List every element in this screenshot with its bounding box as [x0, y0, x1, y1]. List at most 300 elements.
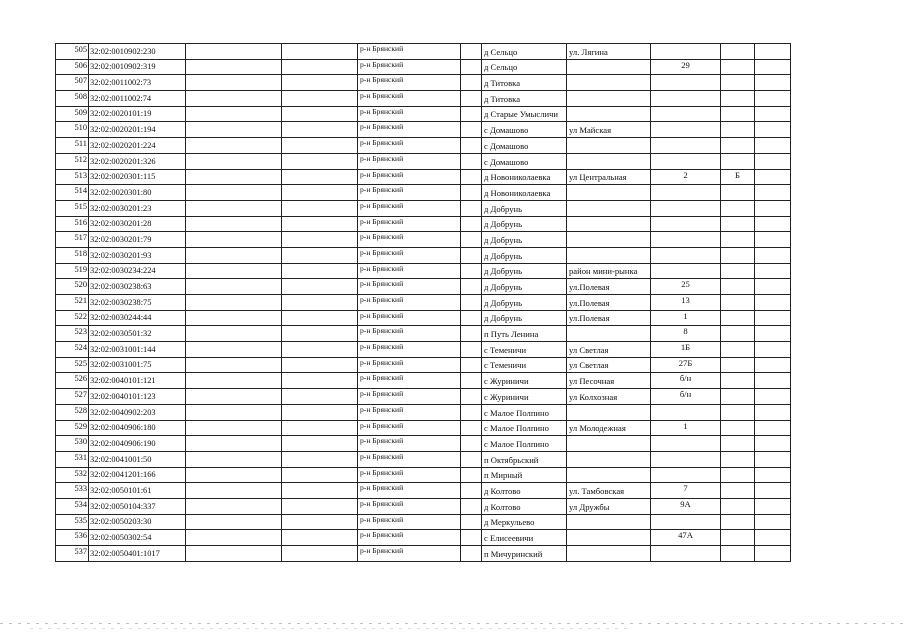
building-cell [721, 514, 755, 530]
house-cell: 8 [651, 326, 721, 342]
row-number: 529 [56, 420, 89, 436]
row-number: 530 [56, 436, 89, 452]
empty-cell [282, 169, 358, 185]
building-cell: Б [721, 169, 755, 185]
row-number: 508 [56, 91, 89, 107]
locality-cell: д Меркульево [482, 514, 567, 530]
street-cell: ул. Тамбовская [567, 483, 651, 499]
street-cell [567, 530, 651, 546]
empty-cell [755, 404, 791, 420]
building-cell [721, 436, 755, 452]
house-cell: 1Б [651, 342, 721, 358]
building-cell [721, 373, 755, 389]
row-number: 523 [56, 326, 89, 342]
building-cell [721, 263, 755, 279]
cadastral-number: 32:02:0040902:203 [89, 404, 186, 420]
empty-cell [282, 326, 358, 342]
street-cell [567, 326, 651, 342]
locality-cell: с Теменичи [482, 357, 567, 373]
cadastral-number: 32:02:0011002:74 [89, 91, 186, 107]
district-cell: р-н Брянский [358, 263, 461, 279]
empty-cell [755, 91, 791, 107]
table-row [56, 514, 791, 530]
building-cell [721, 59, 755, 75]
empty-cell [186, 91, 282, 107]
house-cell [651, 106, 721, 122]
locality-cell: п Мирный [482, 467, 567, 483]
empty-cell [755, 310, 791, 326]
row-number: 507 [56, 75, 89, 91]
locality-cell: п Октябрьский [482, 451, 567, 467]
empty-cell [461, 451, 482, 467]
street-cell: ул Светлая [567, 342, 651, 358]
building-cell [721, 44, 755, 60]
table-row [56, 122, 791, 138]
building-cell [721, 153, 755, 169]
street-cell: ул Песочная [567, 373, 651, 389]
cadastral-number: 32:02:0040101:121 [89, 373, 186, 389]
building-cell [721, 122, 755, 138]
street-cell [567, 91, 651, 107]
empty-cell [461, 436, 482, 452]
empty-cell [461, 467, 482, 483]
empty-cell [755, 59, 791, 75]
locality-cell: д Новониколаевка [482, 185, 567, 201]
locality-cell: д Титовка [482, 75, 567, 91]
empty-cell [282, 232, 358, 248]
building-cell [721, 342, 755, 358]
house-cell [651, 546, 721, 562]
street-cell [567, 216, 651, 232]
table-row [56, 436, 791, 452]
row-number: 531 [56, 451, 89, 467]
table-row [56, 279, 791, 295]
building-cell [721, 546, 755, 562]
empty-cell [755, 530, 791, 546]
row-number: 512 [56, 153, 89, 169]
building-cell [721, 75, 755, 91]
empty-cell [186, 326, 282, 342]
house-cell [651, 185, 721, 201]
table-row [56, 200, 791, 216]
building-cell [721, 467, 755, 483]
empty-cell [755, 546, 791, 562]
cadastral-number: 32:02:0030238:63 [89, 279, 186, 295]
row-number: 524 [56, 342, 89, 358]
locality-cell: с Елисеевичи [482, 530, 567, 546]
empty-cell [461, 389, 482, 405]
table-row [56, 389, 791, 405]
empty-cell [755, 498, 791, 514]
empty-cell [186, 216, 282, 232]
empty-cell [282, 467, 358, 483]
table-row [56, 263, 791, 279]
empty-cell [282, 451, 358, 467]
house-cell [651, 216, 721, 232]
street-cell [567, 75, 651, 91]
empty-cell [282, 138, 358, 154]
cadastral-number: 32:02:0010902:319 [89, 59, 186, 75]
empty-cell [282, 420, 358, 436]
empty-cell [186, 389, 282, 405]
table-row [56, 310, 791, 326]
empty-cell [186, 200, 282, 216]
empty-cell [186, 44, 282, 60]
empty-cell [755, 263, 791, 279]
locality-cell: с Малое Полпино [482, 420, 567, 436]
row-number: 511 [56, 138, 89, 154]
district-cell: р-н Брянский [358, 106, 461, 122]
empty-cell [282, 216, 358, 232]
row-number: 505 [56, 44, 89, 60]
street-cell [567, 200, 651, 216]
district-cell: р-н Брянский [358, 546, 461, 562]
table-row [56, 153, 791, 169]
empty-cell [282, 310, 358, 326]
district-cell: р-н Брянский [358, 75, 461, 91]
row-number: 513 [56, 169, 89, 185]
empty-cell [186, 75, 282, 91]
locality-cell: с Малое Полпино [482, 436, 567, 452]
empty-cell [186, 59, 282, 75]
cadastral-number: 32:02:0020101:19 [89, 106, 186, 122]
empty-cell [461, 75, 482, 91]
house-cell: б/н [651, 373, 721, 389]
locality-cell: д Сельцо [482, 44, 567, 60]
empty-cell [186, 467, 282, 483]
empty-cell [186, 263, 282, 279]
street-cell: ул.Полевая [567, 279, 651, 295]
row-number: 506 [56, 59, 89, 75]
locality-cell: п Мичуринский [482, 546, 567, 562]
street-cell [567, 247, 651, 263]
row-number: 525 [56, 357, 89, 373]
empty-cell [755, 357, 791, 373]
house-cell: 13 [651, 295, 721, 311]
district-cell: р-н Брянский [358, 514, 461, 530]
district-cell: р-н Брянский [358, 420, 461, 436]
table-row [56, 483, 791, 499]
house-cell [651, 200, 721, 216]
district-cell: р-н Брянский [358, 59, 461, 75]
cadastral-number: 32:02:0011002:73 [89, 75, 186, 91]
row-number: 518 [56, 247, 89, 263]
house-cell [651, 122, 721, 138]
district-cell: р-н Брянский [358, 247, 461, 263]
empty-cell [755, 451, 791, 467]
district-cell: р-н Брянский [358, 122, 461, 138]
empty-cell [282, 263, 358, 279]
row-number: 520 [56, 279, 89, 295]
house-cell [651, 467, 721, 483]
locality-cell: д Добрунь [482, 247, 567, 263]
empty-cell [755, 216, 791, 232]
building-cell [721, 279, 755, 295]
building-cell [721, 138, 755, 154]
street-cell [567, 514, 651, 530]
empty-cell [755, 44, 791, 60]
district-cell: р-н Брянский [358, 216, 461, 232]
locality-cell: д Сельцо [482, 59, 567, 75]
district-cell: р-н Брянский [358, 310, 461, 326]
house-cell [651, 138, 721, 154]
empty-cell [282, 295, 358, 311]
empty-cell [186, 232, 282, 248]
cadastral-number: 32:02:0050302:54 [89, 530, 186, 546]
empty-cell [461, 247, 482, 263]
empty-cell [282, 373, 358, 389]
scan-artifact [30, 628, 630, 629]
street-cell [567, 546, 651, 562]
empty-cell [282, 75, 358, 91]
row-number: 514 [56, 185, 89, 201]
table-body [56, 44, 791, 562]
building-cell [721, 106, 755, 122]
empty-cell [461, 91, 482, 107]
street-cell [567, 153, 651, 169]
street-cell [567, 59, 651, 75]
empty-cell [186, 483, 282, 499]
cadastral-number: 32:02:0041001:50 [89, 451, 186, 467]
street-cell [567, 106, 651, 122]
table-row [56, 75, 791, 91]
empty-cell [282, 91, 358, 107]
empty-cell [282, 404, 358, 420]
empty-cell [461, 44, 482, 60]
empty-cell [186, 295, 282, 311]
district-cell: р-н Брянский [358, 169, 461, 185]
empty-cell [461, 483, 482, 499]
house-cell: 47А [651, 530, 721, 546]
district-cell: р-н Брянский [358, 185, 461, 201]
house-cell: 7 [651, 483, 721, 499]
house-cell: 9А [651, 498, 721, 514]
street-cell: ул Молодежная [567, 420, 651, 436]
locality-cell: с Малое Полпино [482, 404, 567, 420]
empty-cell [186, 436, 282, 452]
empty-cell [282, 122, 358, 138]
row-number: 515 [56, 200, 89, 216]
empty-cell [282, 389, 358, 405]
building-cell [721, 91, 755, 107]
street-cell [567, 232, 651, 248]
street-cell: ул Майская [567, 122, 651, 138]
empty-cell [186, 342, 282, 358]
empty-cell [755, 247, 791, 263]
building-cell [721, 247, 755, 263]
table-row [56, 451, 791, 467]
locality-cell: д Добрунь [482, 279, 567, 295]
cadastral-number: 32:02:0030501:32 [89, 326, 186, 342]
empty-cell [186, 498, 282, 514]
row-number: 516 [56, 216, 89, 232]
row-number: 533 [56, 483, 89, 499]
empty-cell [755, 200, 791, 216]
empty-cell [282, 200, 358, 216]
house-cell [651, 232, 721, 248]
empty-cell [755, 326, 791, 342]
locality-cell: с Журиничи [482, 373, 567, 389]
row-number: 536 [56, 530, 89, 546]
street-cell: ул Дружбы [567, 498, 651, 514]
locality-cell: д Колтово [482, 483, 567, 499]
table-row [56, 232, 791, 248]
empty-cell [282, 342, 358, 358]
empty-cell [461, 326, 482, 342]
empty-cell [755, 483, 791, 499]
building-cell [721, 404, 755, 420]
empty-cell [186, 185, 282, 201]
house-cell: 1 [651, 420, 721, 436]
locality-cell: д Старые Умысличи [482, 106, 567, 122]
row-number: 537 [56, 546, 89, 562]
cadastral-number: 32:02:0050104:337 [89, 498, 186, 514]
house-cell [651, 91, 721, 107]
empty-cell [186, 530, 282, 546]
row-number: 521 [56, 295, 89, 311]
empty-cell [282, 247, 358, 263]
cadastral-number: 32:02:0031001:75 [89, 357, 186, 373]
empty-cell [461, 342, 482, 358]
empty-cell [461, 357, 482, 373]
district-cell: р-н Брянский [358, 451, 461, 467]
building-cell [721, 232, 755, 248]
cadastral-number: 32:02:0030201:93 [89, 247, 186, 263]
cadastral-number: 32:02:0020201:326 [89, 153, 186, 169]
locality-cell: д Добрунь [482, 310, 567, 326]
house-cell: 29 [651, 59, 721, 75]
district-cell: р-н Брянский [358, 153, 461, 169]
house-cell [651, 404, 721, 420]
locality-cell: д Добрунь [482, 216, 567, 232]
empty-cell [186, 138, 282, 154]
building-cell [721, 216, 755, 232]
empty-cell [186, 247, 282, 263]
empty-cell [755, 420, 791, 436]
empty-cell [186, 357, 282, 373]
house-cell [651, 75, 721, 91]
empty-cell [186, 169, 282, 185]
row-number: 528 [56, 404, 89, 420]
empty-cell [186, 310, 282, 326]
locality-cell: с Теменичи [482, 342, 567, 358]
cadastral-number: 32:02:0020201:194 [89, 122, 186, 138]
district-cell: р-н Брянский [358, 436, 461, 452]
house-cell [651, 44, 721, 60]
empty-cell [186, 451, 282, 467]
empty-cell [186, 546, 282, 562]
table-row [56, 420, 791, 436]
house-cell [651, 247, 721, 263]
empty-cell [461, 122, 482, 138]
empty-cell [282, 498, 358, 514]
table-row [56, 498, 791, 514]
empty-cell [755, 279, 791, 295]
street-cell: ул Центральная [567, 169, 651, 185]
empty-cell [461, 232, 482, 248]
district-cell: р-н Брянский [358, 326, 461, 342]
empty-cell [282, 44, 358, 60]
empty-cell [461, 530, 482, 546]
house-cell: 25 [651, 279, 721, 295]
street-cell [567, 451, 651, 467]
building-cell [721, 498, 755, 514]
street-cell: ул Колхозная [567, 389, 651, 405]
house-cell: 27Б [651, 357, 721, 373]
street-cell: ул Светлая [567, 357, 651, 373]
locality-cell: д Добрунь [482, 295, 567, 311]
locality-cell: д Добрунь [482, 232, 567, 248]
empty-cell [461, 514, 482, 530]
district-cell: р-н Брянский [358, 232, 461, 248]
cadastral-number: 32:02:0040906:180 [89, 420, 186, 436]
empty-cell [186, 122, 282, 138]
district-cell: р-н Брянский [358, 342, 461, 358]
locality-cell: д Новониколаевка [482, 169, 567, 185]
cadastral-number: 32:02:0040906:190 [89, 436, 186, 452]
empty-cell [755, 138, 791, 154]
empty-cell [461, 106, 482, 122]
cadastral-number: 32:02:0020201:224 [89, 138, 186, 154]
empty-cell [186, 420, 282, 436]
street-cell [567, 404, 651, 420]
district-cell: р-н Брянский [358, 44, 461, 60]
empty-cell [461, 546, 482, 562]
empty-cell [755, 342, 791, 358]
table-row [56, 530, 791, 546]
empty-cell [461, 263, 482, 279]
building-cell [721, 357, 755, 373]
empty-cell [461, 59, 482, 75]
empty-cell [755, 436, 791, 452]
district-cell: р-н Брянский [358, 200, 461, 216]
empty-cell [755, 514, 791, 530]
house-cell: 2 [651, 169, 721, 185]
district-cell: р-н Брянский [358, 295, 461, 311]
empty-cell [461, 295, 482, 311]
empty-cell [755, 467, 791, 483]
row-number: 532 [56, 467, 89, 483]
cadastral-number: 32:02:0020301:115 [89, 169, 186, 185]
table-row [56, 59, 791, 75]
empty-cell [755, 169, 791, 185]
table-row [56, 185, 791, 201]
empty-cell [186, 373, 282, 389]
empty-cell [186, 106, 282, 122]
building-cell [721, 200, 755, 216]
house-cell [651, 451, 721, 467]
house-cell [651, 153, 721, 169]
cadastral-number: 32:02:0050101:61 [89, 483, 186, 499]
cadastral-number: 32:02:0031001:144 [89, 342, 186, 358]
cadastral-number: 32:02:0030201:28 [89, 216, 186, 232]
district-cell: р-н Брянский [358, 357, 461, 373]
street-cell [567, 138, 651, 154]
row-number: 510 [56, 122, 89, 138]
empty-cell [282, 530, 358, 546]
table-row [56, 404, 791, 420]
house-cell: 1 [651, 310, 721, 326]
locality-cell: д Добрунь [482, 200, 567, 216]
locality-cell: с Домашово [482, 122, 567, 138]
empty-cell [755, 295, 791, 311]
cadastral-number: 32:02:0010902:230 [89, 44, 186, 60]
empty-cell [755, 185, 791, 201]
row-number: 526 [56, 373, 89, 389]
empty-cell [282, 436, 358, 452]
house-cell [651, 514, 721, 530]
empty-cell [186, 404, 282, 420]
